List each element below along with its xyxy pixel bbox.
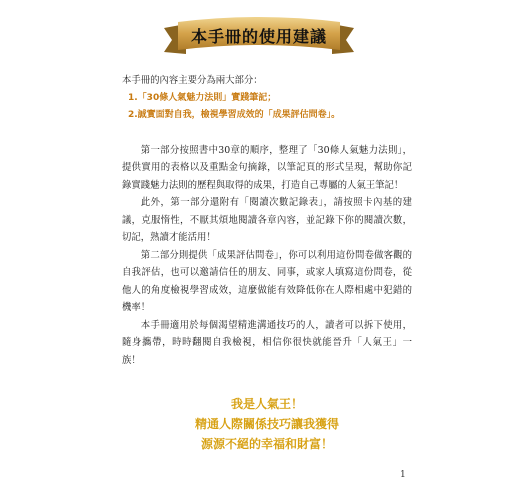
point-item-2: 2.誠實面對自我，檢視學習成效的「成果評估問卷」。 bbox=[128, 110, 341, 120]
slogan-line-1: 我是人氣王！ bbox=[230, 397, 303, 411]
body-content bbox=[122, 72, 412, 369]
slogan-line-2: 精通人際關係技巧讓我獲得 bbox=[194, 417, 339, 431]
page-title: 本手冊的使用建議 bbox=[190, 27, 327, 46]
title-banner bbox=[164, 14, 354, 58]
paragraph-part1: 第一部分按照書中30章的順序，整理了「30條人氣魅力法則」，提供實用的表格以及重點金句摘錄，以筆記頁的形式呈現，幫助你記錄實踐魅力法則的歷程與取得的成果，打造自己專屬的人氣王筆記！ bbox=[122, 144, 412, 191]
point-item-1: 1.「30條人氣魅力法則」實踐筆記； bbox=[128, 92, 277, 103]
page-number: 1 bbox=[400, 470, 406, 480]
paragraph-reading-record: 此外，第一部分還附有「閱讀次數記錄表」，請按照卡內基的建議，克服惰性，不厭其煩地閱讀各章內容，並記錄下你的閱讀次數，切記，熟讀才能活用！ bbox=[122, 197, 412, 243]
paragraph-usage: 本手冊適用於每個渴望精進溝通技巧的人，讀者可以拆下使用，隨身攜帶，時時翻閱自我檢視，相信你很快就能晉升「人氣王」一族！ bbox=[122, 319, 412, 366]
slogan-line-3: 源源不絕的幸福和財富！ bbox=[200, 437, 333, 451]
slogan bbox=[122, 394, 412, 454]
paragraph-part2: 第二部分則提供「成果評估問卷」，你可以利用這份問卷做客觀的自我評估，也可以邀請信任的朋友、同事，或家人填寫這份問卷，從他人的角度檢視學習成效，這麼做能有效降低你在人際相處中犯錯的機率！ bbox=[122, 249, 412, 313]
intro-text: 本手冊的內容主要分為兩大部分： bbox=[122, 75, 263, 86]
